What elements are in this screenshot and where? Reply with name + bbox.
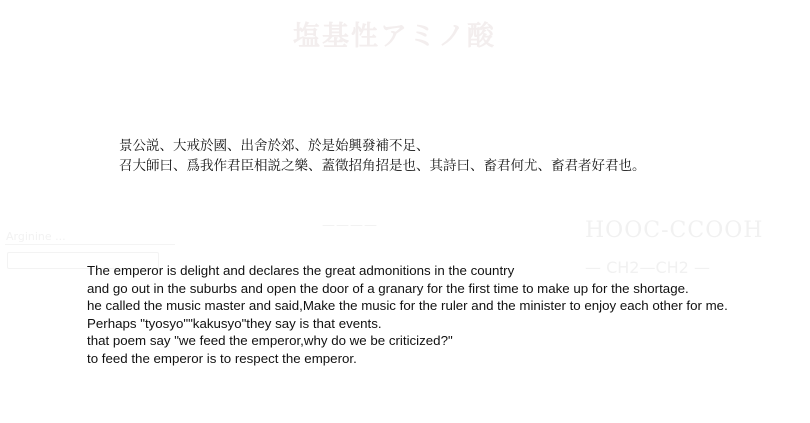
english-line-4: Perhaps "tyosyo""kakusyo"they say is that events. <box>87 315 382 331</box>
chinese-line-2: 召大師曰、爲我作君臣相説之樂、蓋徵招角招是也、其詩曰、畜君何尤、畜君者好君也。 <box>119 158 646 174</box>
english-line-3: he called the music master and said,Make the music for the ruler and the minister to enjoy each other for me. <box>87 298 728 313</box>
faint-background-title: 塩基性アミノ酸 <box>293 21 496 52</box>
faint-background-fragment: ———— <box>322 218 378 233</box>
classical-chinese-passage <box>119 136 646 176</box>
english-line-1: The emperor is delight and declares the great admonitions in the country <box>87 263 515 278</box>
chinese-line-1: 景公説、大戒於國、出舍於郊、於是始興發補不足、 <box>119 138 430 154</box>
faint-background-label: Arginine ... <box>6 230 66 243</box>
faint-divider <box>5 244 175 245</box>
english-line-5: that poem say "we feed the emperor,why do we be criticized?" <box>87 333 453 348</box>
english-line-2: and go out in the suburbs and open the door of a granary for the first time to make up for the shortage. <box>87 280 689 296</box>
english-translation <box>87 262 728 367</box>
faint-background-formula: HOOC-CCOOH <box>585 218 764 243</box>
faint-background-formula-2: — CH2—CH2 — <box>585 258 710 277</box>
english-line-6: to feed the emperor is to respect the emperor. <box>87 350 357 366</box>
